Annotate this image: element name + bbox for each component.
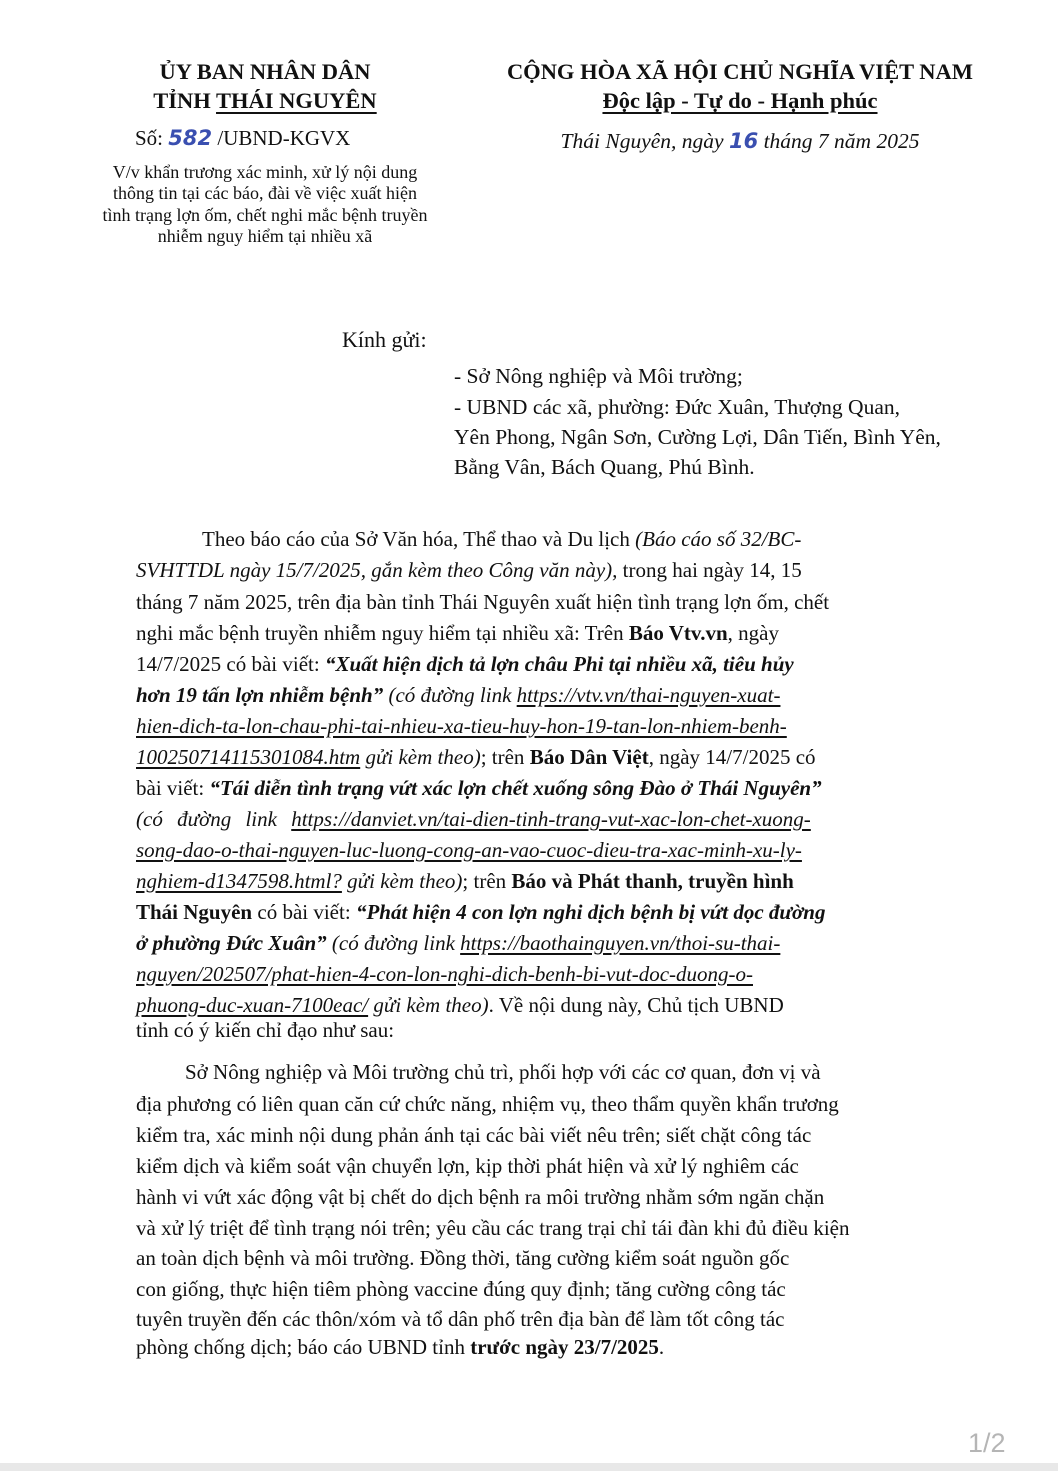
document-number <box>135 126 350 151</box>
body-line <box>136 714 787 739</box>
article-link[interactable]: nguyen/202507/phat-hien-4-con-lon-nghi-dich-benh-bi-vut-doc-duong-o- <box>136 962 753 986</box>
body-line: kiểm dịch và kiểm soát vận chuyển lợn, kịp thời phát hiện và xử lý nghiêm các <box>136 1154 799 1178</box>
deadline: trước ngày 23/7/2025 <box>470 1335 659 1359</box>
issuer-province-prefix: TỈNH <box>153 88 217 113</box>
handwritten-day: 16 <box>728 129 759 153</box>
text-run: nghi mắc bệnh truyền nhiễm nguy hiểm tại nhiều xã: Trên <box>136 621 629 645</box>
body-line <box>202 527 801 552</box>
date-suffix: tháng 7 năm 2025 <box>758 129 920 153</box>
body-line <box>136 621 779 646</box>
body-line: và xử lý triệt để tình trạng nói trên; yêu cầu các trang trại chỉ tái đàn khi đủ điều kiện <box>136 1216 850 1240</box>
body-line: tỉnh có ý kiến chỉ đạo như sau: <box>136 1018 395 1042</box>
article-link[interactable]: song-dao-o-thai-nguyen-luc-luong-cong-an-vao-cuoc-dieu-tra-xac-minh-xu-ly- <box>136 838 802 862</box>
body-line: kiểm tra, xác minh nội dung phản ánh tại các bài viết nêu trên; siết chặt công tác <box>136 1123 812 1147</box>
article-title: hơn 19 tấn lợn nhiễm bệnh” <box>136 683 384 707</box>
text-run: ; trên <box>462 869 512 893</box>
article-link[interactable]: nghiem-d1347598.html? <box>136 869 342 893</box>
text-run-italic: (có đường link <box>383 683 517 707</box>
body-line: địa phương có liên quan căn cứ chức năng, nhiệm vụ, theo thẩm quyền khẩn trương <box>136 1092 839 1116</box>
article-title: ở phường Đức Xuân” <box>136 931 327 955</box>
document-date <box>470 129 1010 154</box>
text-run: ; trên <box>480 745 530 769</box>
article-link[interactable]: hien-dich-ta-lon-chau-phi-tai-nhieu-xa-tieu-huy-hon-19-tan-lon-nhiem-benh- <box>136 714 787 738</box>
source-name: Thái Nguyên <box>136 900 253 924</box>
body-line: Sở Nông nghiệp và Môi trường chủ trì, phối hợp với các cơ quan, đơn vị và <box>185 1060 821 1084</box>
text-run-italic: gửi kèm theo) <box>368 993 489 1017</box>
salutation: Kính gửi: <box>342 327 427 352</box>
text-run-italic: (có đường link <box>326 931 461 955</box>
text-run: bài viết: <box>136 776 210 800</box>
text-run-italic: SVHTTDL ngày 15/7/2025, gắn kèm theo Công văn này), <box>136 558 618 582</box>
national-motto-text: Độc lập - Tự do - Hạnh phúc <box>602 88 878 113</box>
document-number-suffix: /UBND-KGVX <box>212 126 351 150</box>
text-run: , ngày <box>727 621 779 645</box>
body-line: con giống, thực hiện tiêm phòng vaccine đúng quy định; tăng cường công tác <box>136 1277 786 1301</box>
source-name: Báo Dân Việt <box>529 745 649 769</box>
body-line <box>136 652 794 677</box>
body-line <box>136 869 794 894</box>
date-prefix: Thái Nguyên, ngày <box>560 129 729 153</box>
national-title: CỘNG HÒA XÃ HỘI CHỦ NGHĨA VIỆT NAM <box>506 59 974 84</box>
issuer-name: ỦY BAN NHÂN DÂN <box>159 59 371 84</box>
text-run: . <box>658 1335 665 1359</box>
article-title: “Tái diễn tình trạng vứt xác lợn chết xuống sông Đào ở Thái Nguyên” <box>209 776 822 800</box>
recipient-line: - UBND các xã, phường: Đức Xuân, Thượng Quan, <box>454 395 900 419</box>
document-subject: V/v khẩn trương xác minh, xử lý nội dung thông tin tại các báo, đài về việc xuất hiện tình trạng lợn ốm, chết nghi mắc bệnh truyền nhiễm nguy hiểm tại nhiều xã <box>102 162 428 247</box>
document-number-label: Số: <box>135 126 169 150</box>
body-line <box>136 1335 664 1360</box>
body-line <box>136 993 784 1018</box>
text-run: trong hai ngày 14, 15 <box>617 558 802 582</box>
article-link[interactable]: https://baothainguyen.vn/thoi-su-thai- <box>460 931 781 955</box>
article-link[interactable]: phuong-duc-xuan-7100eac/ <box>136 993 369 1017</box>
text-run-italic: (Báo cáo số 32/BC- <box>635 527 802 551</box>
text-run: Theo báo cáo của Sở Văn hóa, Thể thao và Du lịch <box>202 527 636 551</box>
text-run: , ngày 14/7/2025 có <box>648 745 816 769</box>
body-line <box>136 558 802 583</box>
national-motto <box>470 86 1010 115</box>
source-name: Báo Vtv.vn <box>628 621 728 645</box>
article-title: “Phát hiện 4 con lợn nghi dịch bệnh bị vứt dọc đường <box>355 900 826 924</box>
article-link[interactable]: https://vtv.vn/thai-nguyen-xuat- <box>516 683 781 707</box>
recipient-line: Yên Phong, Ngân Sơn, Cường Lợi, Dân Tiến, Bình Yên, <box>454 425 941 449</box>
text-run: 14/7/2025 có bài viết: <box>136 652 325 676</box>
bottom-edge <box>0 1463 1058 1471</box>
page-indicator: 1/2 <box>968 1428 1006 1458</box>
text-run: có bài viết: <box>252 900 356 924</box>
issuer-province <box>130 86 400 115</box>
article-link[interactable]: 100250714115301084.htm <box>136 745 361 769</box>
recipient-line: - Sở Nông nghiệp và Môi trường; <box>454 364 743 388</box>
body-line: tuyên truyền đến các thôn/xóm và tổ dân phố trên địa bàn để làm tốt công tác <box>136 1307 785 1331</box>
text-run-italic: gửi kèm theo) <box>360 745 481 769</box>
body-line <box>136 838 802 863</box>
issuer-province-name: THÁI NGUYÊN <box>216 88 377 113</box>
body-line <box>136 931 780 956</box>
body-line <box>136 776 822 801</box>
text-run-italic: gửi kèm theo) <box>341 869 463 893</box>
article-link[interactable]: https://danviet.vn/tai-dien-tinh-trang-vut-xac-lon-chet-xuong- <box>291 807 811 831</box>
handwritten-number: 582 <box>168 126 213 150</box>
text-run-italic: (có đường link <box>136 807 292 831</box>
body-line: hành vi vứt xác động vật bị chết do dịch bệnh ra môi trường nhằm sớm ngăn chặn <box>136 1185 825 1209</box>
body-line <box>136 962 753 987</box>
body-line <box>136 683 780 708</box>
text-run: phòng chống dịch; báo cáo UBND tỉnh <box>136 1335 471 1359</box>
text-run: . Về nội dung này, Chủ tịch UBND <box>488 993 784 1017</box>
recipient-line: Bằng Vân, Bách Quang, Phú Bình. <box>454 455 755 479</box>
body-line <box>136 900 825 925</box>
body-line <box>136 807 811 832</box>
body-line: tháng 7 năm 2025, trên địa bàn tỉnh Thái Nguyên xuất hiện tình trạng lợn ốm, chết <box>136 590 830 614</box>
body-line: an toàn dịch bệnh và môi trường. Đồng thời, tăng cường kiểm soát nguồn gốc <box>136 1246 790 1270</box>
source-name: Báo và Phát thanh, truyền hình <box>511 869 794 893</box>
article-title: “Xuất hiện dịch tả lợn châu Phi tại nhiều xã, tiêu hủy <box>324 652 794 676</box>
body-line <box>136 745 816 770</box>
